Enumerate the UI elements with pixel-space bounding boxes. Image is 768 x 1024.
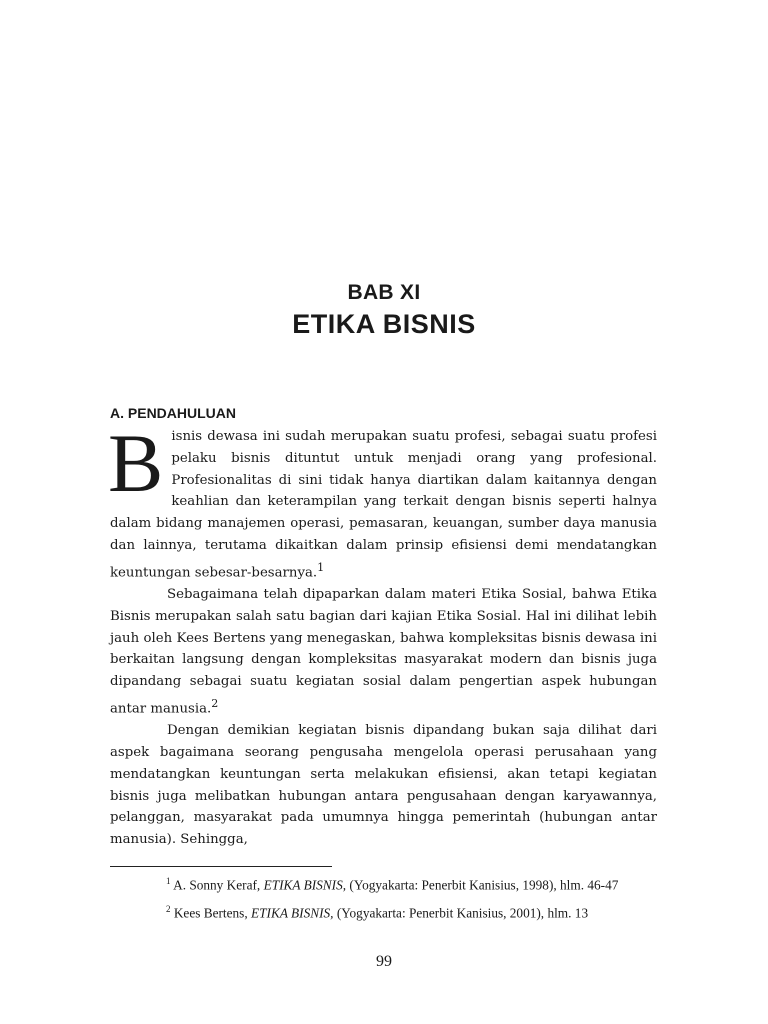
chapter-label: BAB XI [347,281,421,304]
footnote-number: 2 [166,904,171,915]
paragraph-kegiatan-bisnis [110,720,657,851]
footnote-book-title: ETIKA BISNIS, [263,877,347,893]
footnote-publication: (Yogyakarta: Penerbit Kanisius, 1998), hlm. 46-47 [346,877,619,893]
drop-cap: B [108,417,164,509]
section-heading: A. PENDAHULUAN [110,405,236,421]
body-text [108,417,657,851]
footnote-ref: 1 [317,560,325,574]
footnote-book-title: ETIKA BISNIS, [251,905,334,921]
footnotes [110,871,658,928]
paragraph-text: Sebagaimana telah dipaparkan dalam materi Etika Sosial, bahwa Etika Bisnis merupakan salah satu bagian dari kajian Etika Sosial. Hal ini dilihat lebih jauh oleh Kees Bertens yang menegaskan, bahwa kompleksitas bisnis dewasa ini berkaitan langsung dengan kompleksitas masyarakat modern dan bisnis juga dipandang sebagai suatu kegiatan sosial dalam pengertian aspek hubungan antar manusia. [110,587,657,717]
footnote-author: A. Sonny Keraf, [170,877,264,893]
paragraph-etika-sosial [110,584,657,720]
chapter-title: ETIKA BISNIS [292,309,476,339]
footnote-divider [110,866,332,867]
footnote-author: Kees Bertens, [170,905,251,921]
footnote-1 [110,871,658,895]
footnote-number: 1 [166,876,171,886]
page-number: 99 [376,953,392,970]
footnote-2 [110,899,658,923]
footnote-ref: 2 [211,696,219,710]
paragraph-text: isnis dewasa ini sudah merupakan suatu profesi, sebagai suatu profesi pelaku bisnis dituntut untuk menjadi orang yang profesional. Profesionalitas di sini tidak hanya diartikan dalam kaitannya dengan keahlian dan keterampilan yang terkait dengan bisnis seperti halnya dalam bidang manajemen operasi, pemasaran, keuangan, sumber daya manusia dan lainnya, terutama dikaitkan dalam prinsip efisiensi demi mendatangkan keuntungan sebesar-besarnya. [110,429,657,581]
paragraph-text: Dengan demikian kegiatan bisnis dipandang bukan saja dilihat dari aspek bagaimana seorang pengusaha mengelola operasi perusahaan yang mendatangkan keuntungan serta melakukan efisiensi, akan tetapi kegiatan bisnis juga melibatkan hubungan antara pengusahaan dengan karyawannya, pelanggan, masyarakat pada umumnya hingga pemerintah (hubungan antar manusia). Sehingga, [110,723,657,848]
paragraph-intro [108,417,657,584]
footnote-publication: (Yogyakarta: Penerbit Kanisius, 2001), hlm. 13 [333,905,589,921]
